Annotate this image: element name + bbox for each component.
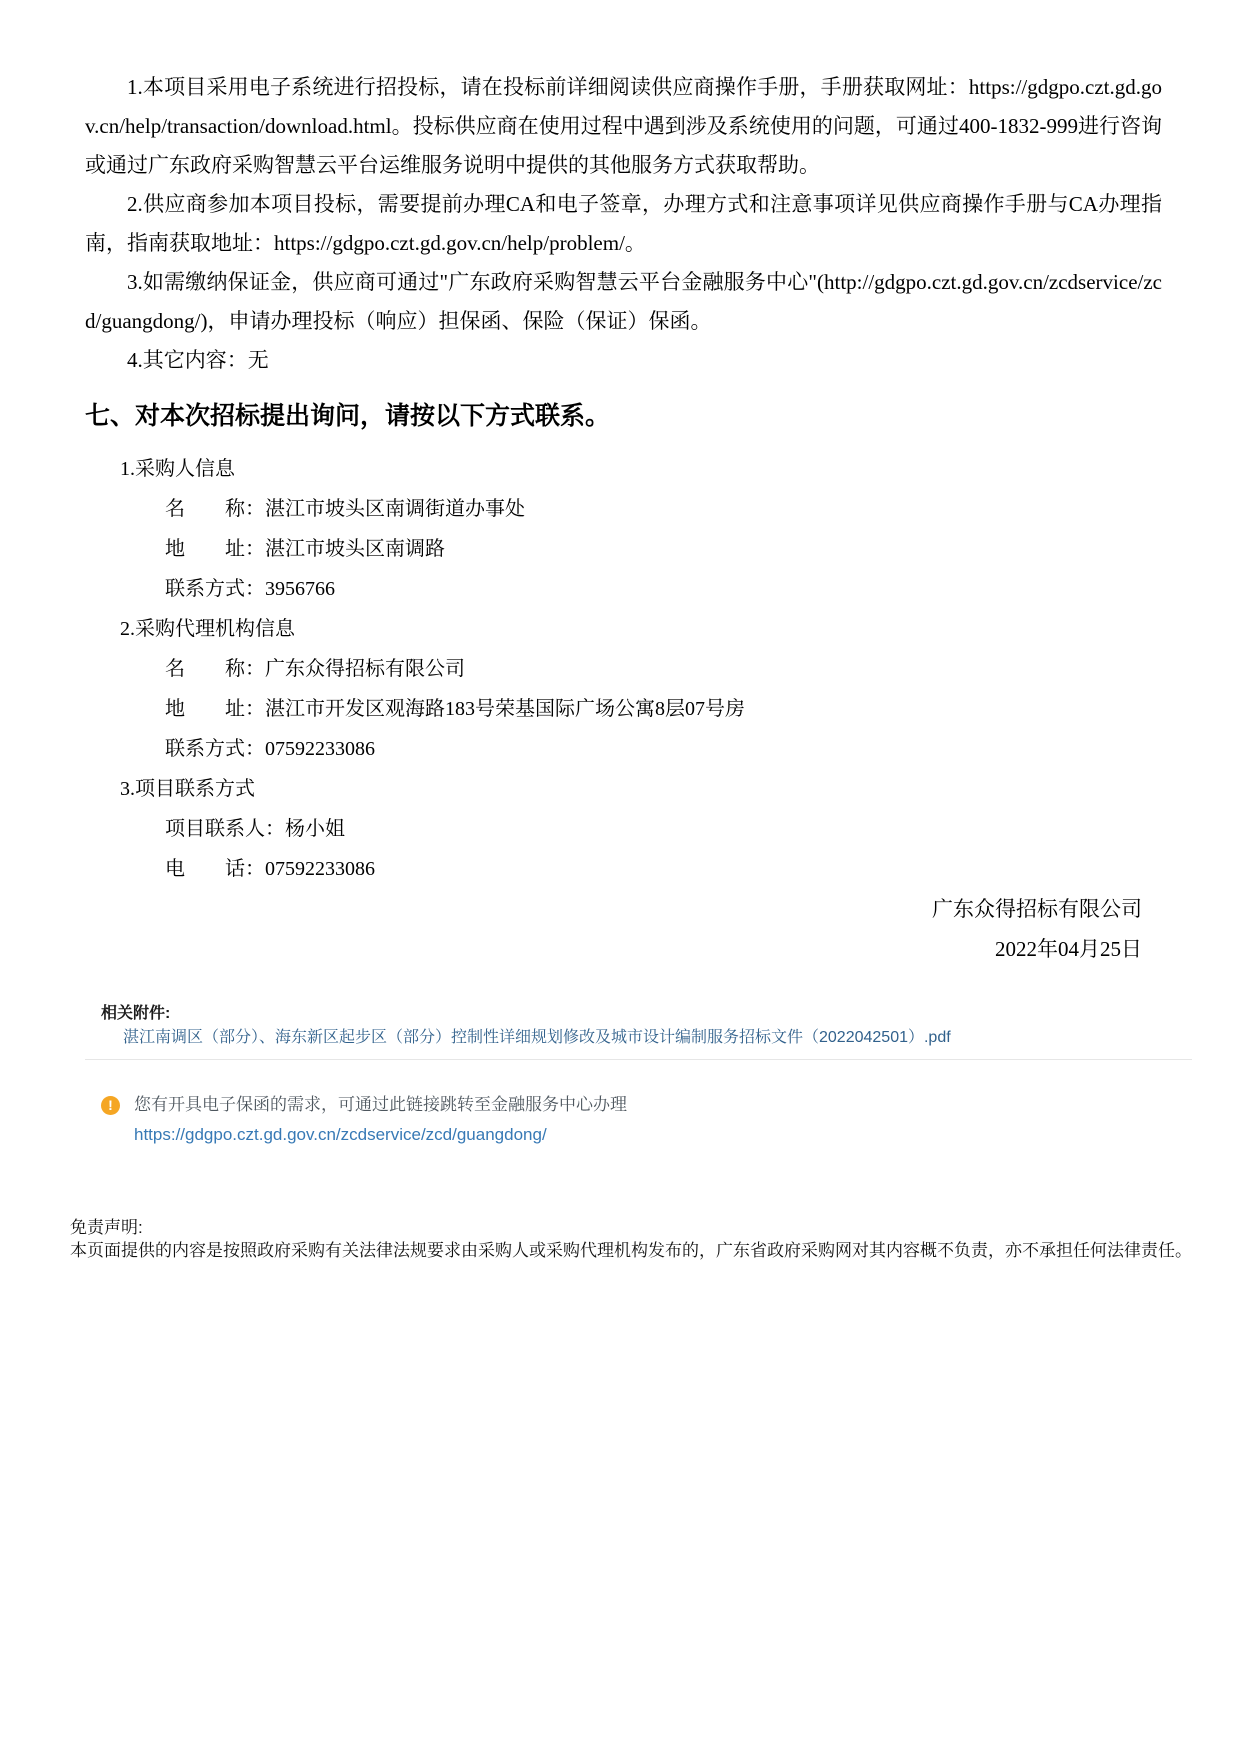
purchaser-info-title: 1.采购人信息 [120, 458, 235, 480]
signoff-date: 2022年04月25日 [995, 937, 1142, 961]
purchaser-phone: 联系方式：3956766 [165, 578, 335, 600]
e-guarantee-notice [101, 1093, 1162, 1147]
paragraph-other-content: 4.其它内容：无 [127, 348, 269, 372]
project-contact-person: 项目联系人：杨小姐 [165, 818, 345, 840]
related-attachments-label: 相关附件: [101, 1005, 171, 1022]
financial-service-center-link[interactable]: https://gdgpo.czt.gd.gov.cn/zcdservice/zcd/guangdong/ [134, 1125, 547, 1144]
disclaimer-title: 免责声明: [70, 1218, 143, 1237]
section-heading-inquiry-contact: 七、对本次招标提出询问，请按以下方式联系。 [85, 402, 611, 430]
agency-address: 地 址：湛江市开发区观海路183号荣基国际广场公寓8层07号房 [165, 698, 745, 720]
related-attachments-section [85, 1003, 1192, 1060]
exclamation-icon: ! [101, 1096, 120, 1115]
purchaser-address: 地 址：湛江市坡头区南调路 [165, 538, 445, 560]
attachment-pdf-link[interactable]: 湛江南调区（部分）、海东新区起步区（部分）控制性详细规划修改及城市设计编制服务招标文件（2022042501）.pdf [123, 1029, 951, 1046]
purchaser-name: 名 称：湛江市坡头区南调街道办事处 [165, 498, 525, 520]
paragraph-ca-signature: 2.供应商参加本项目投标，需要提前办理CA和电子签章，办理方式和注意事项详见供应商操作手册与CA办理指南，指南获取地址：https://gdgpo.czt.gd.gov.cn/help/problem/。 [85, 192, 1162, 255]
disclaimer-section [70, 1216, 1197, 1262]
agency-phone: 联系方式：07592233086 [165, 738, 375, 760]
project-contact-title: 3.项目联系方式 [120, 778, 255, 800]
signoff-block [85, 889, 1162, 969]
contact-info-section [85, 449, 1162, 889]
disclaimer-body: 本页面提供的内容是按照政府采购有关法律法规要求由采购人或采购代理机构发布的，广东省政府采购网对其内容概不负责，亦不承担任何法律责任。 [70, 1241, 1192, 1260]
e-guarantee-notice-text: 您有开具电子保函的需求，可通过此链接跳转至金融服务中心办理 [134, 1095, 627, 1114]
project-contact-phone: 电 话：07592233086 [165, 858, 375, 880]
paragraph-deposit-guarantee: 3.如需缴纳保证金，供应商可通过"广东政府采购智慧云平台金融服务中心"(http://gdgpo.czt.gd.gov.cn/zcdservice/zcd/guangdong/)，申请办理投标（响应）担保函、保险（保证）保函。 [85, 270, 1162, 333]
paragraph-electronic-bidding: 1.本项目采用电子系统进行招投标，请在投标前详细阅读供应商操作手册，手册获取网址：https://gdgpo.czt.gd.gov.cn/help/transaction/download.html。投标供应商在使用过程中遇到涉及系统使用的问题，可通过400-1832-999进行咨询或通过广东政府采购智慧云平台运维服务说明中提供的其他服务方式获取帮助。 [85, 75, 1162, 177]
agency-info-title: 2.采购代理机构信息 [120, 618, 295, 640]
agency-name: 名 称：广东众得招标有限公司 [165, 658, 465, 680]
signoff-company: 广东众得招标有限公司 [932, 897, 1142, 921]
